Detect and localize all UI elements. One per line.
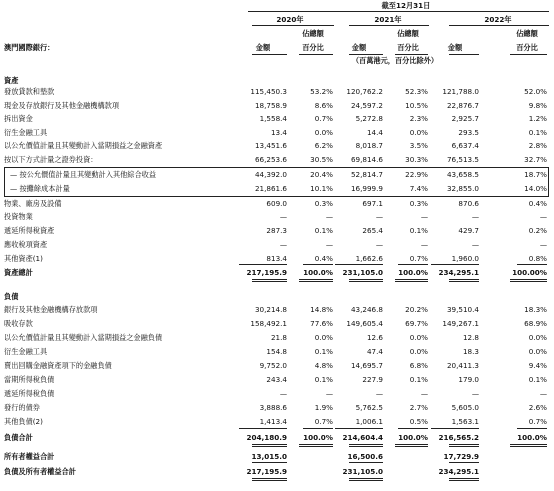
table-cell: 13,015.0 [251, 452, 287, 461]
table-cell: 6.2% [314, 141, 333, 150]
table-cell: 3,888.6 [259, 403, 287, 412]
pct-header: 百分比 [516, 43, 538, 52]
amount-header: 金額 [447, 43, 463, 52]
table-cell: 24,597.2 [350, 101, 383, 110]
table-cell: 234,295.1 [438, 467, 479, 476]
table-cell: 234,295.1 [438, 268, 479, 277]
table-cell: 216,565.2 [438, 433, 479, 442]
row-label: 衍生金融工具 [4, 347, 48, 356]
total-label: 負債合計 [4, 433, 33, 442]
table-cell: 12.8 [462, 333, 479, 342]
table-cell: 0.5% [409, 417, 428, 426]
table-cell: 0.4% [314, 254, 333, 263]
double-rule [395, 444, 428, 447]
table-cell: 231,105.0 [342, 268, 383, 277]
table-cell: 100.0% [517, 433, 547, 442]
year-rule [252, 25, 334, 26]
table-cell: 14,695.7 [350, 361, 383, 370]
period-header: 截至12月31日 [381, 1, 431, 10]
double-rule [252, 279, 287, 282]
double-rule [299, 279, 333, 282]
table-cell: — [375, 212, 383, 221]
table-cell: 813.4 [266, 254, 287, 263]
table-cell: 18,758.9 [254, 101, 287, 110]
table-cell: 0.0% [314, 333, 333, 342]
column-rule [239, 428, 287, 429]
table-cell: 231,105.0 [342, 467, 383, 476]
unit-note: （百萬港元，百分比除外） [351, 56, 439, 65]
table-cell: — [471, 389, 479, 398]
table-cell: 47.4 [366, 347, 383, 356]
amount-header: 金額 [255, 43, 271, 52]
table-cell: 243.4 [266, 375, 287, 384]
sub-items-box [4, 167, 549, 197]
equity-label: 所有者權益合計 [4, 452, 55, 461]
table-cell: 68.9% [524, 319, 547, 328]
table-cell: 30.5% [310, 155, 333, 164]
table-cell: 39,510.4 [446, 305, 479, 314]
row-label: 以公允價值計量且其變動計入當期損益之金融負債 [4, 333, 163, 342]
column-rule [335, 428, 383, 429]
table-cell: 0.0% [528, 333, 547, 342]
table-cell: 1.2% [528, 114, 547, 123]
table-cell: 20.4% [310, 170, 333, 179]
table-cell: — [420, 240, 428, 249]
year-rule [349, 25, 429, 26]
table-cell: 69.7% [405, 319, 428, 328]
table-cell: 0.2% [528, 226, 547, 235]
table-cell: 149,267.1 [442, 319, 479, 328]
row-label: 當期所得稅負債 [4, 375, 55, 384]
table-cell: 1,563.1 [451, 417, 479, 426]
table-cell: 870.6 [458, 199, 479, 208]
table-cell: 265.4 [362, 226, 383, 235]
row-label: 其他負債(2) [4, 417, 43, 426]
column-rule [431, 428, 479, 429]
total-label: 資產總計 [4, 268, 33, 277]
table-cell: 2,925.7 [451, 114, 479, 123]
header-underline [349, 54, 383, 55]
table-cell: 5,272.8 [355, 114, 383, 123]
table-cell: 1,006.1 [355, 417, 383, 426]
table-cell: 0.4% [528, 199, 547, 208]
table-cell: 1,662.6 [355, 254, 383, 263]
table-cell: — [539, 389, 547, 398]
column-rule [239, 264, 287, 265]
table-cell: 2.3% [409, 114, 428, 123]
row-label: 應收稅項資產 [4, 240, 48, 249]
table-cell: 217,195.9 [246, 467, 287, 476]
pct-header: 百分比 [397, 43, 419, 52]
table-cell: 0.0% [409, 347, 428, 356]
entity-label: 澳門國際銀行： [4, 43, 55, 52]
table-cell: 6.8% [409, 361, 428, 370]
year-header: 2020年 [276, 15, 304, 24]
double-rule [349, 444, 383, 447]
table-cell: 0.1% [528, 375, 547, 384]
column-rule [303, 428, 333, 429]
header-underline [510, 54, 547, 55]
table-cell: 0.0% [528, 347, 547, 356]
table-cell: — [325, 212, 333, 221]
row-label: 按以下方式計量之證券投資： [4, 155, 98, 164]
table-cell: 0.8% [528, 254, 547, 263]
column-rule [335, 264, 383, 265]
table-cell: 121,788.0 [442, 87, 479, 96]
column-rule [349, 462, 383, 463]
table-cell: 18.7% [524, 170, 547, 179]
table-cell: 52,814.7 [350, 170, 383, 179]
table-cell: 0.7% [528, 417, 547, 426]
table-cell: 21.8 [270, 333, 287, 342]
year-header: 2021年 [374, 15, 402, 24]
column-rule [449, 462, 479, 463]
table-cell: 1,413.4 [259, 417, 287, 426]
header-underline [395, 54, 428, 55]
col-top-header: 佔總額 [516, 29, 538, 38]
table-cell: 0.7% [314, 417, 333, 426]
table-cell: 9.8% [528, 101, 547, 110]
year-header: 2022年 [484, 15, 512, 24]
table-cell: 0.1% [409, 375, 428, 384]
table-cell: 1,558.4 [259, 114, 287, 123]
table-cell: 6,637.4 [451, 141, 479, 150]
table-cell: 5,605.0 [451, 403, 479, 412]
table-cell: 8.6% [314, 101, 333, 110]
table-cell: — [325, 389, 333, 398]
table-cell: 214,604.4 [342, 433, 383, 442]
column-rule [398, 428, 428, 429]
double-rule [252, 478, 287, 481]
double-rule [510, 279, 547, 282]
pct-header: 百分比 [302, 43, 324, 52]
row-label: 現金及存放銀行及其他金融機構款項 [4, 101, 120, 110]
table-cell: 3.5% [409, 141, 428, 150]
table-cell: — [279, 212, 287, 221]
table-cell: 14.4 [366, 128, 383, 137]
row-label: 其他資產(1) [4, 254, 43, 263]
table-cell: — [375, 389, 383, 398]
table-cell: 204,180.9 [246, 433, 287, 442]
table-cell: 2.7% [409, 403, 428, 412]
table-cell: 0.0% [314, 128, 333, 137]
table-cell: — [420, 389, 428, 398]
row-label: 拆出資金 [4, 114, 33, 123]
table-cell: — [279, 240, 287, 249]
table-cell: 20,411.3 [446, 361, 479, 370]
table-cell: 0.0% [409, 333, 428, 342]
table-cell: 16,500.6 [347, 452, 383, 461]
row-label: 遞延所得稅負債 [4, 389, 55, 398]
double-rule [299, 444, 333, 447]
table-cell: — [325, 240, 333, 249]
table-cell: 5,762.5 [355, 403, 383, 412]
row-label: — 按攤餘成本計量 [10, 184, 70, 193]
table-cell: 100.0% [303, 433, 333, 442]
table-cell: 9,752.0 [259, 361, 287, 370]
row-label: 衍生金融工具 [4, 128, 48, 137]
column-rule [517, 264, 547, 265]
table-cell: 52.3% [405, 87, 428, 96]
table-cell: 22.9% [405, 170, 428, 179]
row-label: 發放貸款和墊款 [4, 87, 55, 96]
row-label: 吸收存款 [4, 319, 33, 328]
col-top-header: 佔總額 [397, 29, 419, 38]
column-rule [303, 264, 333, 265]
table-cell: 13,451.6 [254, 141, 287, 150]
double-rule [252, 444, 287, 447]
header-underline [299, 54, 333, 55]
table-cell: 0.7% [314, 114, 333, 123]
year-rule [449, 25, 549, 26]
table-cell: 7.4% [409, 184, 428, 193]
row-label: 銀行及其他金融機構存放款項 [4, 305, 98, 314]
table-cell: 13.4 [270, 128, 287, 137]
table-cell: 14.0% [524, 184, 547, 193]
header-rule [248, 11, 549, 12]
table-cell: 0.0% [409, 128, 428, 137]
row-label: 物業、廠房及設備 [4, 199, 62, 208]
row-label: 以公允價值計量且其變動計入當期損益之金融資產 [4, 141, 163, 150]
table-cell: — [471, 240, 479, 249]
table-cell: 429.7 [458, 226, 479, 235]
table-cell: 697.1 [362, 199, 383, 208]
table-cell: 609.0 [266, 199, 287, 208]
table-cell: 10.5% [405, 101, 428, 110]
table-cell: 32,855.0 [446, 184, 479, 193]
double-rule [395, 279, 428, 282]
section-title-liabilities: 負債 [4, 292, 19, 301]
table-cell: 100.0% [303, 268, 333, 277]
table-cell: 43,658.5 [446, 170, 479, 179]
table-cell: 12.6 [366, 333, 383, 342]
table-cell: 0.1% [314, 375, 333, 384]
row-label: 遞延所得稅資產 [4, 226, 55, 235]
table-cell: 10.1% [310, 184, 333, 193]
table-cell: — [471, 212, 479, 221]
double-rule [349, 279, 383, 282]
table-cell: 0.3% [409, 199, 428, 208]
header-underline [449, 54, 479, 55]
table-cell: 18.3% [524, 305, 547, 314]
table-cell: 22,876.7 [446, 101, 479, 110]
table-cell: 0.7% [409, 254, 428, 263]
row-label: 投資物業 [4, 212, 33, 221]
table-cell: 100.0% [398, 268, 428, 277]
table-cell: — [279, 389, 287, 398]
row-label: 賣出回購金融資產項下的金融負債 [4, 361, 112, 370]
table-cell: 77.6% [310, 319, 333, 328]
table-cell: 0.1% [314, 347, 333, 356]
table-cell: 1,960.0 [451, 254, 479, 263]
table-cell: 16,999.9 [350, 184, 383, 193]
table-cell: 0.1% [409, 226, 428, 235]
table-cell: 120,762.2 [346, 87, 383, 96]
column-rule [517, 428, 547, 429]
table-cell: 0.1% [314, 226, 333, 235]
table-cell: 158,492.1 [250, 319, 287, 328]
column-rule [431, 264, 479, 265]
double-rule [510, 444, 547, 447]
column-rule [398, 264, 428, 265]
table-cell: 44,392.0 [254, 170, 287, 179]
table-cell: 21,861.6 [254, 184, 287, 193]
amount-header: 金額 [351, 43, 367, 52]
table-cell: 17,729.9 [443, 452, 479, 461]
section-title-assets: 資產 [4, 76, 19, 85]
table-cell: 53.2% [310, 87, 333, 96]
table-cell: 154.8 [266, 347, 287, 356]
table-cell: 149,605.4 [346, 319, 383, 328]
table-cell: 4.8% [314, 361, 333, 370]
table-cell: 287.3 [266, 226, 287, 235]
table-cell: 293.5 [458, 128, 479, 137]
table-cell: 2.6% [528, 403, 547, 412]
table-cell: 9.4% [528, 361, 547, 370]
table-cell: 43,246.8 [350, 305, 383, 314]
table-cell: 18.3 [462, 347, 479, 356]
table-cell: 0.3% [314, 199, 333, 208]
column-rule [252, 462, 287, 463]
table-cell: 217,195.9 [246, 268, 287, 277]
table-cell: 14.8% [310, 305, 333, 314]
table-cell: 52.0% [524, 87, 547, 96]
grand-total-label: 負債及所有者權益合計 [4, 467, 76, 476]
double-rule [449, 279, 479, 282]
table-cell: 20.2% [405, 305, 428, 314]
double-rule [449, 478, 479, 481]
table-cell: 227.9 [362, 375, 383, 384]
table-cell: 66,253.6 [254, 155, 287, 164]
col-top-header: 佔總額 [302, 29, 324, 38]
row-label: 發行的債券 [4, 403, 40, 412]
header-underline [252, 54, 287, 55]
table-cell: 2.8% [528, 141, 547, 150]
table-cell: — [539, 240, 547, 249]
table-cell: 30.3% [405, 155, 428, 164]
table-cell: 32.7% [524, 155, 547, 164]
table-cell: 115,450.3 [250, 87, 287, 96]
table-cell: — [539, 212, 547, 221]
double-rule [349, 478, 383, 481]
table-cell: 8,018.7 [355, 141, 383, 150]
table-cell: 69,814.6 [350, 155, 383, 164]
table-cell: — [375, 240, 383, 249]
table-cell: 0.1% [528, 128, 547, 137]
table-cell: — [420, 212, 428, 221]
table-cell: 179.0 [458, 375, 479, 384]
row-label: — 按公允價值計量且其變動計入其他綜合收益 [10, 170, 157, 179]
double-rule [449, 444, 479, 447]
table-cell: 30,214.8 [254, 305, 287, 314]
table-cell: 100.0% [398, 433, 428, 442]
table-cell: 100.00% [512, 268, 547, 277]
table-cell: 1.9% [314, 403, 333, 412]
table-cell: 76,513.5 [446, 155, 479, 164]
